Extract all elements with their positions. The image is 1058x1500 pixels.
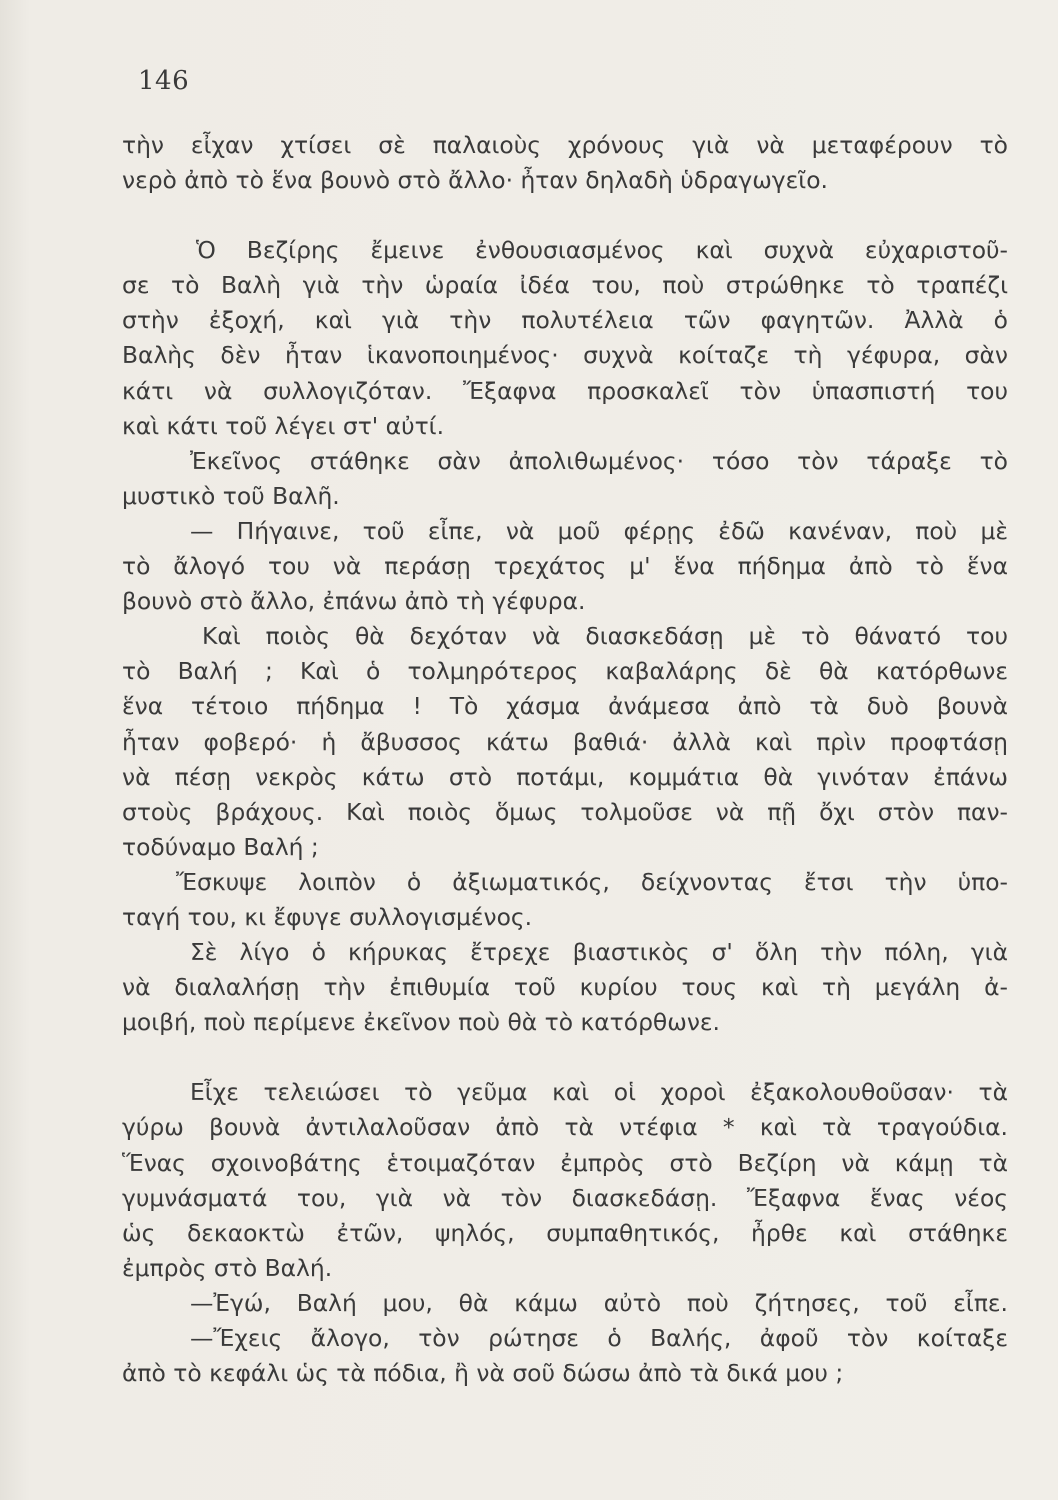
text-line: μυστικὸ τοῦ Βαλῆ. [122, 481, 340, 510]
text-line: τὸ Βαλή ; Καὶ ὁ τολμηρότερος καβαλάρης δὲ θὰ κατόρθωνε [122, 657, 1008, 686]
text-line: ἦταν φοβερό· ἡ ἄβυσσος κάτω βαθιά· ἀλλὰ καὶ πρὶν προφτάσῃ [122, 727, 1008, 756]
paragraph [122, 1321, 1008, 1391]
text-line: νὰ πέσῃ νεκρὸς κάτω στὸ ποτάμι, κομμάτια θὰ γινόταν ἐπάνω [122, 762, 1008, 791]
text-line: τὸ ἄλογό του νὰ περάσῃ τρεχάτος μ' ἕνα πήδημα ἀπὸ τὸ ἕνα [122, 552, 1008, 581]
text-line: Εἶχε τελειώσει τὸ γεῦμα καὶ οἱ χοροὶ ἐξακολουθοῦσαν· τὰ [190, 1078, 1008, 1107]
text-line: —Ἔχεις ἄλογο, τὸν ρώτησε ὁ Βαλής, ἀφοῦ τὸν κοίταξε [190, 1324, 1008, 1352]
text-line: — Πήγαινε, τοῦ εἶπε, νὰ μοῦ φέρῃς ἐδῶ κανέναν, ποὺ μὲ [190, 516, 1008, 545]
text-line: Ἔσκυψε λοιπὸν ὁ ἀξιωματικός, δείχνοντας ἔτσι τὴν ὑπο- [176, 867, 1008, 896]
text-line: γύρω βουνὰ ἀντιλαλοῦσαν ἀπὸ τὰ ντέφια * καὶ τὰ τραγούδια. [122, 1113, 1008, 1142]
paragraph [122, 865, 1008, 935]
text-line: Ὁ Βεζίρης ἔμεινε ἐνθουσιασμένος καὶ συχνὰ εὐχαριστοῦ- [196, 236, 1008, 265]
paragraph [122, 233, 1008, 444]
paragraph [122, 444, 1008, 514]
text-line: ἐμπρὸς στὸ Βαλή. [122, 1253, 333, 1282]
text-line: νερὸ ἀπὸ τὸ ἕνα βουνὸ στὸ ἄλλο· ἦταν δηλαδὴ ὑδραγωγεῖο. [122, 166, 828, 195]
text-line: Ἕνας σχοινοβάτης ἑτοιμαζόταν ἐμπρὸς στὸ Βεζίρη νὰ κάμῃ τὰ [122, 1148, 1008, 1177]
text-line: ἀπὸ τὸ κεφάλι ὡς τὰ πόδια, ἢ νὰ σοῦ δώσω ἀπὸ τὰ δικά μου ; [122, 1359, 844, 1388]
text-line: ἕνα τέτοιο πήδημα ! Τὸ χάσμα ἀνάμεσα ἀπὸ τὰ δυὸ βουνὰ [122, 692, 1008, 721]
paragraph [122, 128, 1008, 198]
text-line: ὡς δεκαοκτὼ ἐτῶν, ψηλός, συμπαθητικός, ἦρθε καὶ στάθηκε [122, 1218, 1008, 1247]
text-line: γυμνάσματά του, γιὰ νὰ τὸν διασκεδάσῃ. Ἔξαφνα ἕνας νέος [122, 1183, 1008, 1212]
text-line: Βαλὴς δὲν ἦταν ἱκανοποιημένος· συχνὰ κοίταζε τὴ γέφυρα, σὰν [122, 341, 1008, 370]
paragraph [122, 1075, 1008, 1286]
text-line: στὴν ἐξοχή, καὶ γιὰ τὴν πολυτέλεια τῶν φαγητῶν. Ἀλλὰ ὁ [122, 306, 1008, 335]
paragraph [122, 514, 1008, 619]
text-line: τοδύναμο Βαλή ; [122, 832, 319, 861]
text-line: Σὲ λίγο ὁ κήρυκας ἔτρεχε βιαστικὸς σ' ὅλη τὴν πόλη, γιὰ [190, 938, 1008, 967]
text-line: κάτι νὰ συλλογιζόταν. Ἔξαφνα προσκαλεῖ τὸν ὑπασπιστή του [122, 376, 1008, 405]
paragraph [122, 619, 1008, 865]
text-line: —Ἐγώ, Βαλή μου, θὰ κάμω αὐτὸ ποὺ ζήτησες, τοῦ εἶπε. [190, 1288, 1008, 1317]
paragraph [122, 935, 1008, 1040]
text-line: μοιβή, ποὺ περίμενε ἐκεῖνον ποὺ θὰ τὸ κατόρθωνε. [122, 1008, 720, 1037]
body-text [122, 128, 1008, 1391]
text-line: στοὺς βράχους. Καὶ ποιὸς ὅμως τολμοῦσε νὰ πῇ ὄχι στὸν παν- [122, 797, 1008, 826]
text-line: καὶ κάτι τοῦ λέγει στ' αὐτί. [122, 411, 445, 440]
text-line: ταγή του, κι ἔφυγε συλλογισμένος. [122, 902, 533, 931]
section-gap [122, 1040, 1008, 1075]
paragraph [122, 1286, 1008, 1321]
text-line: νὰ διαλαλήσῃ τὴν ἐπιθυμία τοῦ κυρίου τους καὶ τὴ μεγάλη ἀ- [122, 973, 1008, 1002]
text-line: Καὶ ποιὸς θὰ δεχόταν νὰ διασκεδάσῃ μὲ τὸ θάνατό του [202, 622, 1008, 651]
text-line: τὴν εἶχαν χτίσει σὲ παλαιοὺς χρόνους γιὰ νὰ μεταφέρουν τὸ [122, 131, 1008, 159]
text-line: βουνὸ στὸ ἄλλο, ἐπάνω ἀπὸ τὴ γέφυρα. [122, 587, 586, 616]
section-gap [122, 198, 1008, 233]
text-line: σε τὸ Βαλὴ γιὰ τὴν ὡραία ἰδέα του, ποὺ στρώθηκε τὸ τραπέζι [122, 271, 1008, 300]
page-number: 146 [138, 66, 190, 96]
text-line: Ἐκεῖνος στάθηκε σὰν ἀπολιθωμένος· τόσο τὸν τάραξε τὸ [190, 446, 1008, 475]
